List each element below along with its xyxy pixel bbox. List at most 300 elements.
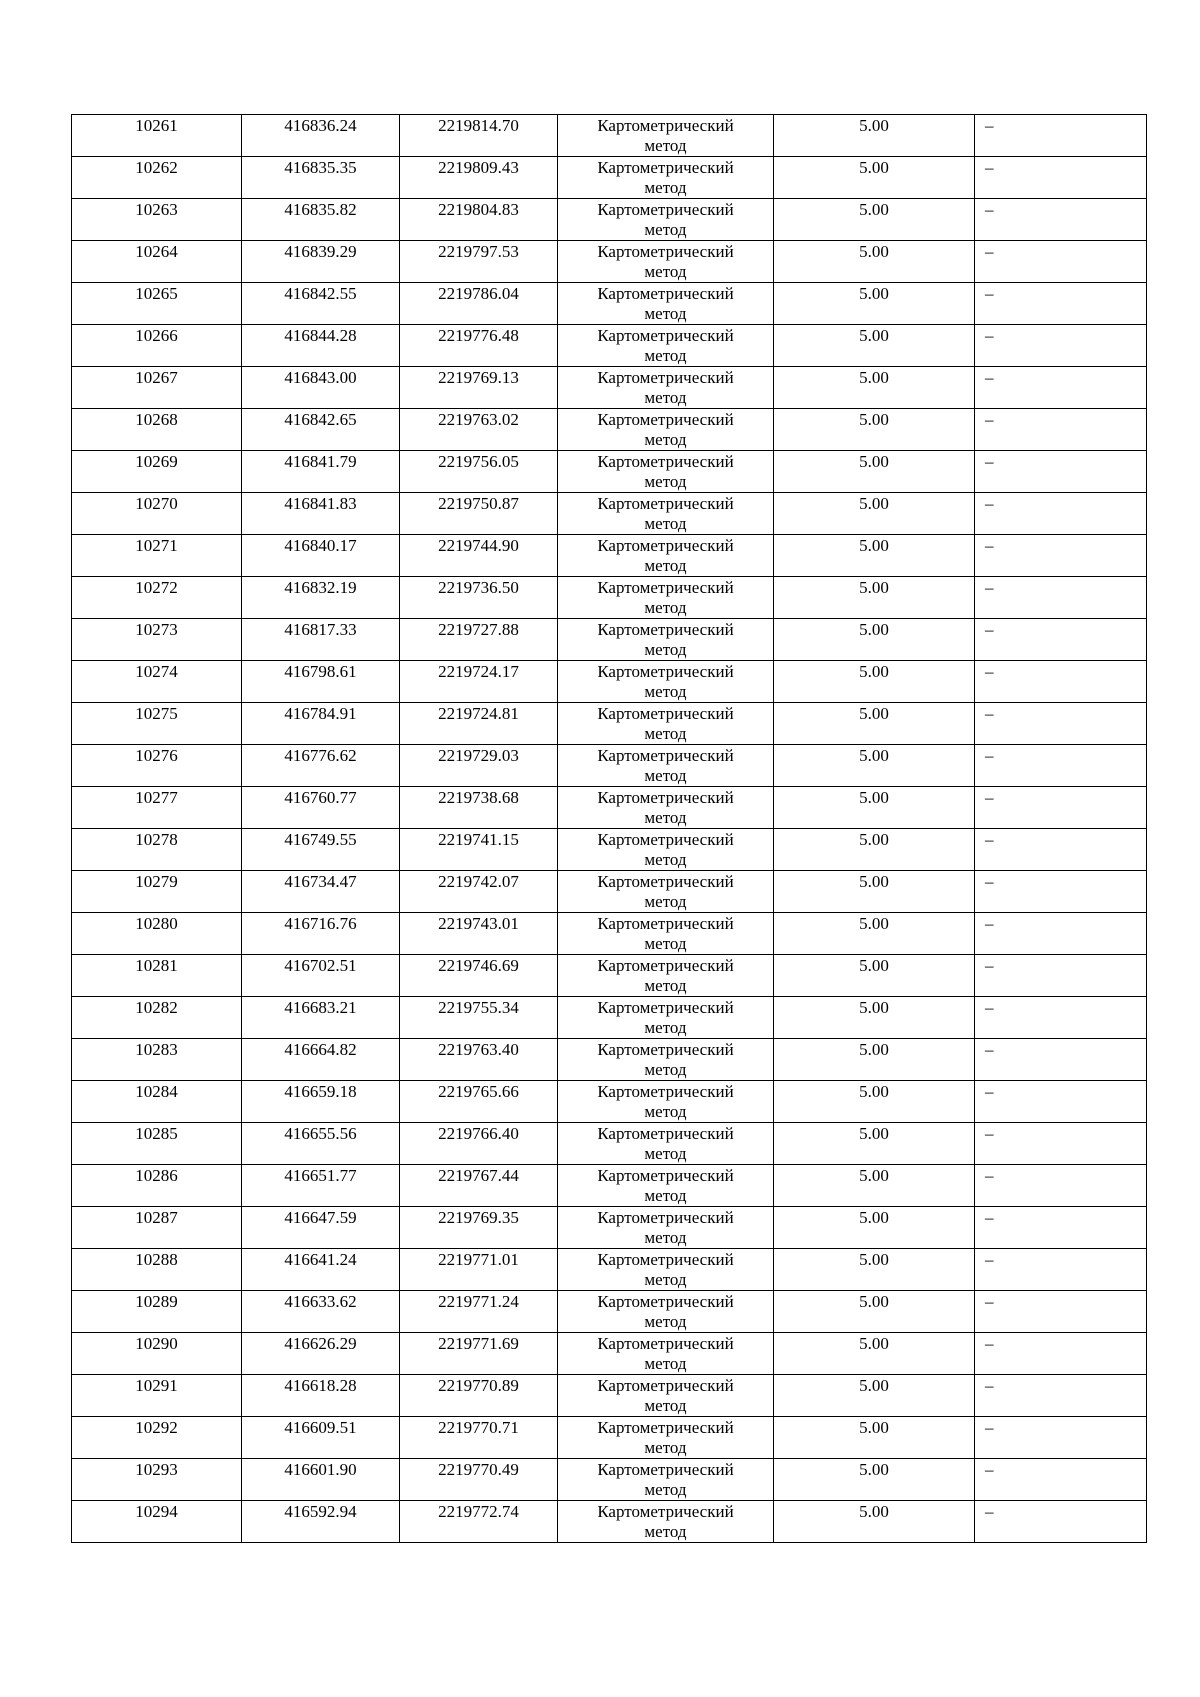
coordinate-y-cell: 2219750.87 [400, 493, 558, 535]
table-row [72, 1501, 1147, 1543]
method-line-1: Картометрический [597, 788, 734, 807]
coordinate-x-cell: 416702.51 [242, 955, 400, 997]
coordinate-y-cell: 2219786.04 [400, 283, 558, 325]
point-number-cell: 10267 [72, 367, 242, 409]
coordinate-y-cell: 2219769.13 [400, 367, 558, 409]
precision-cell: 5.00 [774, 1501, 975, 1543]
precision-cell: 5.00 [774, 1081, 975, 1123]
table-row [72, 283, 1147, 325]
method-line-1: Картометрический [597, 746, 734, 765]
method-cell [558, 1039, 774, 1081]
point-number-cell: 10276 [72, 745, 242, 787]
method-line-1: Картометрический [597, 1208, 734, 1227]
coordinate-x-cell: 416798.61 [242, 661, 400, 703]
method-line-1: Картометрический [597, 956, 734, 975]
table-row [72, 409, 1147, 451]
precision-cell: 5.00 [774, 787, 975, 829]
method-cell [558, 1333, 774, 1375]
precision-cell: 5.00 [774, 241, 975, 283]
precision-cell: 5.00 [774, 535, 975, 577]
precision-cell: 5.00 [774, 829, 975, 871]
method-cell [558, 745, 774, 787]
coordinate-x-cell: 416841.79 [242, 451, 400, 493]
coordinate-y-cell: 2219727.88 [400, 619, 558, 661]
point-number-cell: 10284 [72, 1081, 242, 1123]
point-number-cell: 10272 [72, 577, 242, 619]
method-cell [558, 1207, 774, 1249]
method-cell [558, 955, 774, 997]
coordinate-x-cell: 416609.51 [242, 1417, 400, 1459]
method-line-1: Картометрический [597, 200, 734, 219]
coordinate-y-cell: 2219771.69 [400, 1333, 558, 1375]
method-line-1: Картометрический [597, 1292, 734, 1311]
point-number-cell: 10264 [72, 241, 242, 283]
method-cell [558, 199, 774, 241]
method-line-2: метод [644, 1228, 687, 1247]
note-cell: – [975, 787, 1147, 829]
coordinate-x-cell: 416655.56 [242, 1123, 400, 1165]
precision-cell: 5.00 [774, 409, 975, 451]
coordinate-y-cell: 2219724.81 [400, 703, 558, 745]
coordinate-x-cell: 416842.55 [242, 283, 400, 325]
note-cell: – [975, 1459, 1147, 1501]
method-line-2: метод [644, 430, 687, 449]
point-number-cell: 10286 [72, 1165, 242, 1207]
method-line-2: метод [644, 136, 687, 155]
note-cell: – [975, 1039, 1147, 1081]
method-cell [558, 997, 774, 1039]
point-number-cell: 10271 [72, 535, 242, 577]
method-line-1: Картометрический [597, 1040, 734, 1059]
method-line-1: Картометрический [597, 830, 734, 849]
precision-cell: 5.00 [774, 577, 975, 619]
note-cell: – [975, 871, 1147, 913]
table-row [72, 325, 1147, 367]
method-line-2: метод [644, 1018, 687, 1037]
precision-cell: 5.00 [774, 661, 975, 703]
table-row [72, 1123, 1147, 1165]
method-line-2: метод [644, 472, 687, 491]
method-cell [558, 325, 774, 367]
point-number-cell: 10266 [72, 325, 242, 367]
method-cell [558, 451, 774, 493]
precision-cell: 5.00 [774, 1249, 975, 1291]
point-number-cell: 10292 [72, 1417, 242, 1459]
method-line-2: метод [644, 1354, 687, 1373]
note-cell: – [975, 283, 1147, 325]
coordinate-x-cell: 416843.00 [242, 367, 400, 409]
method-line-2: метод [644, 388, 687, 407]
point-number-cell: 10280 [72, 913, 242, 955]
note-cell: – [975, 1165, 1147, 1207]
note-cell: – [975, 325, 1147, 367]
point-number-cell: 10269 [72, 451, 242, 493]
coordinate-y-cell: 2219769.35 [400, 1207, 558, 1249]
method-line-2: метод [644, 1480, 687, 1499]
method-cell [558, 1459, 774, 1501]
coordinate-x-cell: 416618.28 [242, 1375, 400, 1417]
point-number-cell: 10282 [72, 997, 242, 1039]
method-line-1: Картометрический [597, 1124, 734, 1143]
coordinate-x-cell: 416836.24 [242, 115, 400, 157]
point-number-cell: 10294 [72, 1501, 242, 1543]
point-number-cell: 10288 [72, 1249, 242, 1291]
coordinate-x-cell: 416839.29 [242, 241, 400, 283]
coordinate-y-cell: 2219729.03 [400, 745, 558, 787]
point-number-cell: 10290 [72, 1333, 242, 1375]
method-line-1: Картометрический [597, 1250, 734, 1269]
table-row [72, 451, 1147, 493]
point-number-cell: 10281 [72, 955, 242, 997]
method-line-1: Картометрический [597, 158, 734, 177]
point-number-cell: 10287 [72, 1207, 242, 1249]
method-line-2: метод [644, 1186, 687, 1205]
coordinate-x-cell: 416641.24 [242, 1249, 400, 1291]
method-line-2: метод [644, 1438, 687, 1457]
method-line-2: метод [644, 178, 687, 197]
note-cell: – [975, 1249, 1147, 1291]
table-row [72, 1291, 1147, 1333]
coordinate-y-cell: 2219766.40 [400, 1123, 558, 1165]
coordinate-x-cell: 416832.19 [242, 577, 400, 619]
method-line-2: метод [644, 1060, 687, 1079]
note-cell: – [975, 619, 1147, 661]
point-number-cell: 10293 [72, 1459, 242, 1501]
method-cell [558, 535, 774, 577]
note-cell: – [975, 199, 1147, 241]
precision-cell: 5.00 [774, 619, 975, 661]
note-cell: – [975, 241, 1147, 283]
table-row [72, 157, 1147, 199]
method-cell [558, 283, 774, 325]
method-line-1: Картометрический [597, 284, 734, 303]
table-row [72, 913, 1147, 955]
coordinate-x-cell: 416835.82 [242, 199, 400, 241]
precision-cell: 5.00 [774, 955, 975, 997]
precision-cell: 5.00 [774, 703, 975, 745]
method-line-2: метод [644, 598, 687, 617]
method-line-1: Картометрический [597, 662, 734, 681]
coordinate-y-cell: 2219772.74 [400, 1501, 558, 1543]
method-cell [558, 703, 774, 745]
point-number-cell: 10263 [72, 199, 242, 241]
point-number-cell: 10275 [72, 703, 242, 745]
coordinate-y-cell: 2219765.66 [400, 1081, 558, 1123]
coordinate-x-cell: 416784.91 [242, 703, 400, 745]
method-cell [558, 1249, 774, 1291]
coordinate-y-cell: 2219756.05 [400, 451, 558, 493]
method-line-1: Картометрический [597, 452, 734, 471]
precision-cell: 5.00 [774, 283, 975, 325]
coordinate-y-cell: 2219770.71 [400, 1417, 558, 1459]
method-line-2: метод [644, 1270, 687, 1289]
point-number-cell: 10289 [72, 1291, 242, 1333]
note-cell: – [975, 535, 1147, 577]
coordinate-y-cell: 2219724.17 [400, 661, 558, 703]
method-line-1: Картометрический [597, 1376, 734, 1395]
precision-cell: 5.00 [774, 325, 975, 367]
precision-cell: 5.00 [774, 1165, 975, 1207]
point-number-cell: 10262 [72, 157, 242, 199]
precision-cell: 5.00 [774, 451, 975, 493]
point-number-cell: 10270 [72, 493, 242, 535]
coordinate-x-cell: 416734.47 [242, 871, 400, 913]
point-number-cell: 10273 [72, 619, 242, 661]
method-line-2: метод [644, 640, 687, 659]
coordinate-y-cell: 2219814.70 [400, 115, 558, 157]
table-body [72, 115, 1147, 1543]
method-line-2: метод [644, 304, 687, 323]
method-line-2: метод [644, 766, 687, 785]
note-cell: – [975, 703, 1147, 745]
precision-cell: 5.00 [774, 1333, 975, 1375]
note-cell: – [975, 955, 1147, 997]
method-line-1: Картометрический [597, 1166, 734, 1185]
table-row [72, 367, 1147, 409]
method-cell [558, 1375, 774, 1417]
point-number-cell: 10279 [72, 871, 242, 913]
coordinate-x-cell: 416647.59 [242, 1207, 400, 1249]
table-row [72, 493, 1147, 535]
method-cell [558, 787, 774, 829]
method-line-1: Картометрический [597, 704, 734, 723]
note-cell: – [975, 157, 1147, 199]
method-cell [558, 661, 774, 703]
table-row [72, 241, 1147, 283]
note-cell: – [975, 493, 1147, 535]
point-number-cell: 10268 [72, 409, 242, 451]
method-cell [558, 1417, 774, 1459]
precision-cell: 5.00 [774, 367, 975, 409]
method-line-1: Картометрический [597, 494, 734, 513]
method-line-2: метод [644, 850, 687, 869]
precision-cell: 5.00 [774, 157, 975, 199]
table-row [72, 955, 1147, 997]
method-line-1: Картометрический [597, 914, 734, 933]
table-row [72, 1081, 1147, 1123]
table-row [72, 199, 1147, 241]
method-cell [558, 1501, 774, 1543]
coordinates-table [71, 114, 1147, 1543]
coordinate-x-cell: 416842.65 [242, 409, 400, 451]
precision-cell: 5.00 [774, 1207, 975, 1249]
method-cell [558, 493, 774, 535]
note-cell: – [975, 829, 1147, 871]
coordinate-x-cell: 416841.83 [242, 493, 400, 535]
coordinate-y-cell: 2219755.34 [400, 997, 558, 1039]
table-row [72, 115, 1147, 157]
method-line-1: Картометрический [597, 998, 734, 1017]
point-number-cell: 10277 [72, 787, 242, 829]
method-line-2: метод [644, 220, 687, 239]
method-line-1: Картометрический [597, 1502, 734, 1521]
coordinate-x-cell: 416592.94 [242, 1501, 400, 1543]
table-row [72, 703, 1147, 745]
point-number-cell: 10283 [72, 1039, 242, 1081]
coordinate-y-cell: 2219744.90 [400, 535, 558, 577]
coordinate-y-cell: 2219741.15 [400, 829, 558, 871]
method-cell [558, 1165, 774, 1207]
point-number-cell: 10291 [72, 1375, 242, 1417]
coordinate-x-cell: 416651.77 [242, 1165, 400, 1207]
method-line-1: Картометрический [597, 578, 734, 597]
coordinate-x-cell: 416664.82 [242, 1039, 400, 1081]
method-cell [558, 241, 774, 283]
method-line-1: Картометрический [597, 536, 734, 555]
coordinate-x-cell: 416835.35 [242, 157, 400, 199]
note-cell: – [975, 661, 1147, 703]
method-cell [558, 1123, 774, 1165]
note-cell: – [975, 913, 1147, 955]
note-cell: – [975, 1081, 1147, 1123]
coordinate-x-cell: 416626.29 [242, 1333, 400, 1375]
method-cell [558, 157, 774, 199]
precision-cell: 5.00 [774, 1039, 975, 1081]
precision-cell: 5.00 [774, 199, 975, 241]
coordinate-x-cell: 416683.21 [242, 997, 400, 1039]
table-row [72, 619, 1147, 661]
coordinate-y-cell: 2219770.49 [400, 1459, 558, 1501]
coordinate-y-cell: 2219770.89 [400, 1375, 558, 1417]
coordinate-x-cell: 416633.62 [242, 1291, 400, 1333]
note-cell: – [975, 409, 1147, 451]
table-row [72, 1417, 1147, 1459]
coordinate-y-cell: 2219804.83 [400, 199, 558, 241]
coordinate-x-cell: 416601.90 [242, 1459, 400, 1501]
note-cell: – [975, 745, 1147, 787]
point-number-cell: 10261 [72, 115, 242, 157]
method-line-2: метод [644, 262, 687, 281]
method-line-2: метод [644, 808, 687, 827]
method-line-1: Картометрический [597, 1418, 734, 1437]
precision-cell: 5.00 [774, 1123, 975, 1165]
method-line-2: метод [644, 1102, 687, 1121]
note-cell: – [975, 451, 1147, 493]
precision-cell: 5.00 [774, 745, 975, 787]
table-row [72, 1459, 1147, 1501]
note-cell: – [975, 1375, 1147, 1417]
method-line-2: метод [644, 1522, 687, 1541]
precision-cell: 5.00 [774, 493, 975, 535]
coordinate-y-cell: 2219797.53 [400, 241, 558, 283]
precision-cell: 5.00 [774, 871, 975, 913]
note-cell: – [975, 577, 1147, 619]
table-row [72, 745, 1147, 787]
precision-cell: 5.00 [774, 1291, 975, 1333]
note-cell: – [975, 997, 1147, 1039]
note-cell: – [975, 1417, 1147, 1459]
method-line-2: метод [644, 1396, 687, 1415]
precision-cell: 5.00 [774, 115, 975, 157]
coordinate-y-cell: 2219763.02 [400, 409, 558, 451]
method-line-1: Картометрический [597, 242, 734, 261]
coordinate-y-cell: 2219771.24 [400, 1291, 558, 1333]
precision-cell: 5.00 [774, 1459, 975, 1501]
point-number-cell: 10274 [72, 661, 242, 703]
note-cell: – [975, 1123, 1147, 1165]
note-cell: – [975, 1207, 1147, 1249]
method-cell [558, 619, 774, 661]
coordinate-y-cell: 2219746.69 [400, 955, 558, 997]
method-cell [558, 913, 774, 955]
table-row [72, 1333, 1147, 1375]
note-cell: – [975, 367, 1147, 409]
point-number-cell: 10285 [72, 1123, 242, 1165]
method-line-1: Картометрический [597, 1460, 734, 1479]
precision-cell: 5.00 [774, 913, 975, 955]
method-cell [558, 1081, 774, 1123]
table-row [72, 535, 1147, 577]
method-line-2: метод [644, 724, 687, 743]
table-row [72, 577, 1147, 619]
method-line-1: Картометрический [597, 368, 734, 387]
coordinate-x-cell: 416749.55 [242, 829, 400, 871]
note-cell: – [975, 1291, 1147, 1333]
coordinate-x-cell: 416817.33 [242, 619, 400, 661]
table-row [72, 661, 1147, 703]
point-number-cell: 10278 [72, 829, 242, 871]
method-cell [558, 367, 774, 409]
note-cell: – [975, 1333, 1147, 1375]
method-line-2: метод [644, 514, 687, 533]
table-row [72, 1207, 1147, 1249]
method-line-1: Картометрический [597, 116, 734, 135]
method-cell [558, 115, 774, 157]
coordinate-x-cell: 416844.28 [242, 325, 400, 367]
coordinate-y-cell: 2219736.50 [400, 577, 558, 619]
coordinate-y-cell: 2219776.48 [400, 325, 558, 367]
method-line-2: метод [644, 976, 687, 995]
method-line-2: метод [644, 892, 687, 911]
method-line-1: Картометрический [597, 1082, 734, 1101]
coordinate-x-cell: 416659.18 [242, 1081, 400, 1123]
coordinate-y-cell: 2219738.68 [400, 787, 558, 829]
table-row [72, 1375, 1147, 1417]
method-line-1: Картометрический [597, 410, 734, 429]
method-line-2: метод [644, 346, 687, 365]
table-row [72, 829, 1147, 871]
table-row [72, 997, 1147, 1039]
coordinate-y-cell: 2219809.43 [400, 157, 558, 199]
table-row [72, 1039, 1147, 1081]
coordinate-x-cell: 416776.62 [242, 745, 400, 787]
note-cell: – [975, 115, 1147, 157]
method-line-1: Картометрический [597, 620, 734, 639]
method-line-2: метод [644, 1144, 687, 1163]
coordinate-y-cell: 2219767.44 [400, 1165, 558, 1207]
precision-cell: 5.00 [774, 1375, 975, 1417]
precision-cell: 5.00 [774, 1417, 975, 1459]
point-number-cell: 10265 [72, 283, 242, 325]
method-cell [558, 577, 774, 619]
coordinate-x-cell: 416840.17 [242, 535, 400, 577]
coordinate-y-cell: 2219771.01 [400, 1249, 558, 1291]
method-cell [558, 409, 774, 451]
coordinate-y-cell: 2219743.01 [400, 913, 558, 955]
method-line-2: метод [644, 934, 687, 953]
precision-cell: 5.00 [774, 997, 975, 1039]
method-line-1: Картометрический [597, 326, 734, 345]
method-cell [558, 829, 774, 871]
method-line-2: метод [644, 556, 687, 575]
method-cell [558, 1291, 774, 1333]
method-line-1: Картометрический [597, 872, 734, 891]
table-row [72, 1249, 1147, 1291]
method-line-2: метод [644, 1312, 687, 1331]
coordinate-y-cell: 2219742.07 [400, 871, 558, 913]
table-row [72, 1165, 1147, 1207]
coordinate-y-cell: 2219763.40 [400, 1039, 558, 1081]
